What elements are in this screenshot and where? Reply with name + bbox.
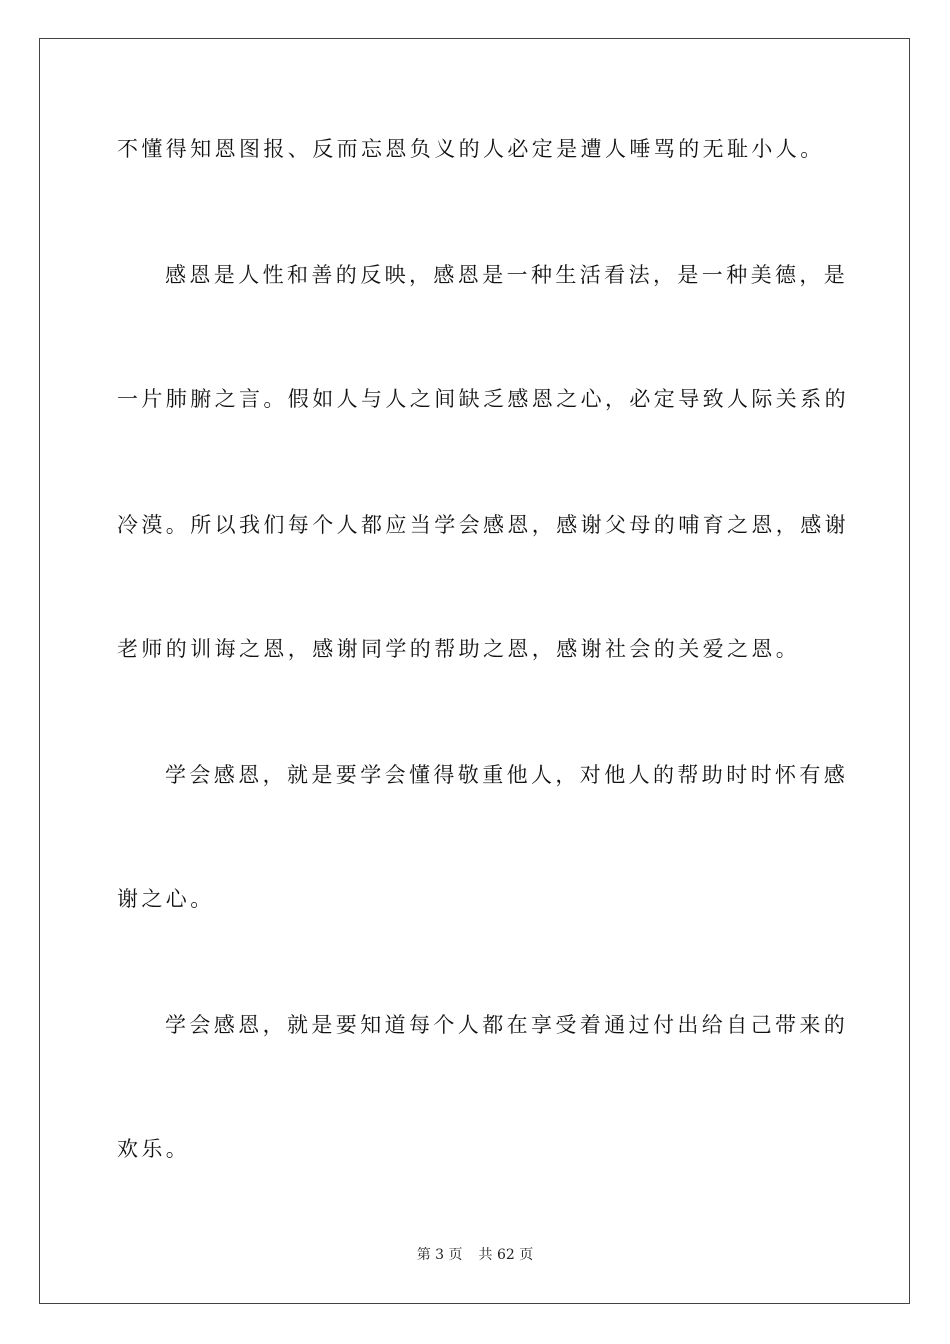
paragraph-line: 冷漠。所以我们每个人都应当学会感恩，感谢父母的哺育之恩，感谢 bbox=[117, 513, 849, 537]
page-total: 共 62 页 bbox=[478, 1247, 534, 1263]
paragraph-line: 一片肺腑之言。假如人与人之间缺乏感恩之心，必定导致人际关系的 bbox=[117, 387, 849, 411]
paragraph-line: 不懂得知恩图报、反而忘恩负义的人必定是遭人唾骂的无耻小人。 bbox=[117, 137, 825, 161]
paragraph-line: 谢之心。 bbox=[117, 887, 215, 911]
paragraph-line: 感恩是人性和善的反映，感恩是一种生活看法，是一种美德，是 bbox=[165, 263, 849, 287]
paragraph-line: 老师的训诲之恩，感谢同学的帮助之恩，感谢社会的关爱之恩。 bbox=[117, 637, 801, 661]
page-number: 第 3 页 bbox=[416, 1247, 463, 1263]
paragraph-line: 学会感恩，就是要知道每个人都在享受着通过付出给自己带来的 bbox=[165, 1013, 849, 1037]
page-frame bbox=[39, 38, 910, 1304]
page-footer bbox=[0, 1245, 950, 1265]
paragraph-line: 学会感恩，就是要学会懂得敬重他人，对他人的帮助时时怀有感 bbox=[165, 763, 849, 787]
paragraph-line: 欢乐。 bbox=[117, 1137, 191, 1161]
